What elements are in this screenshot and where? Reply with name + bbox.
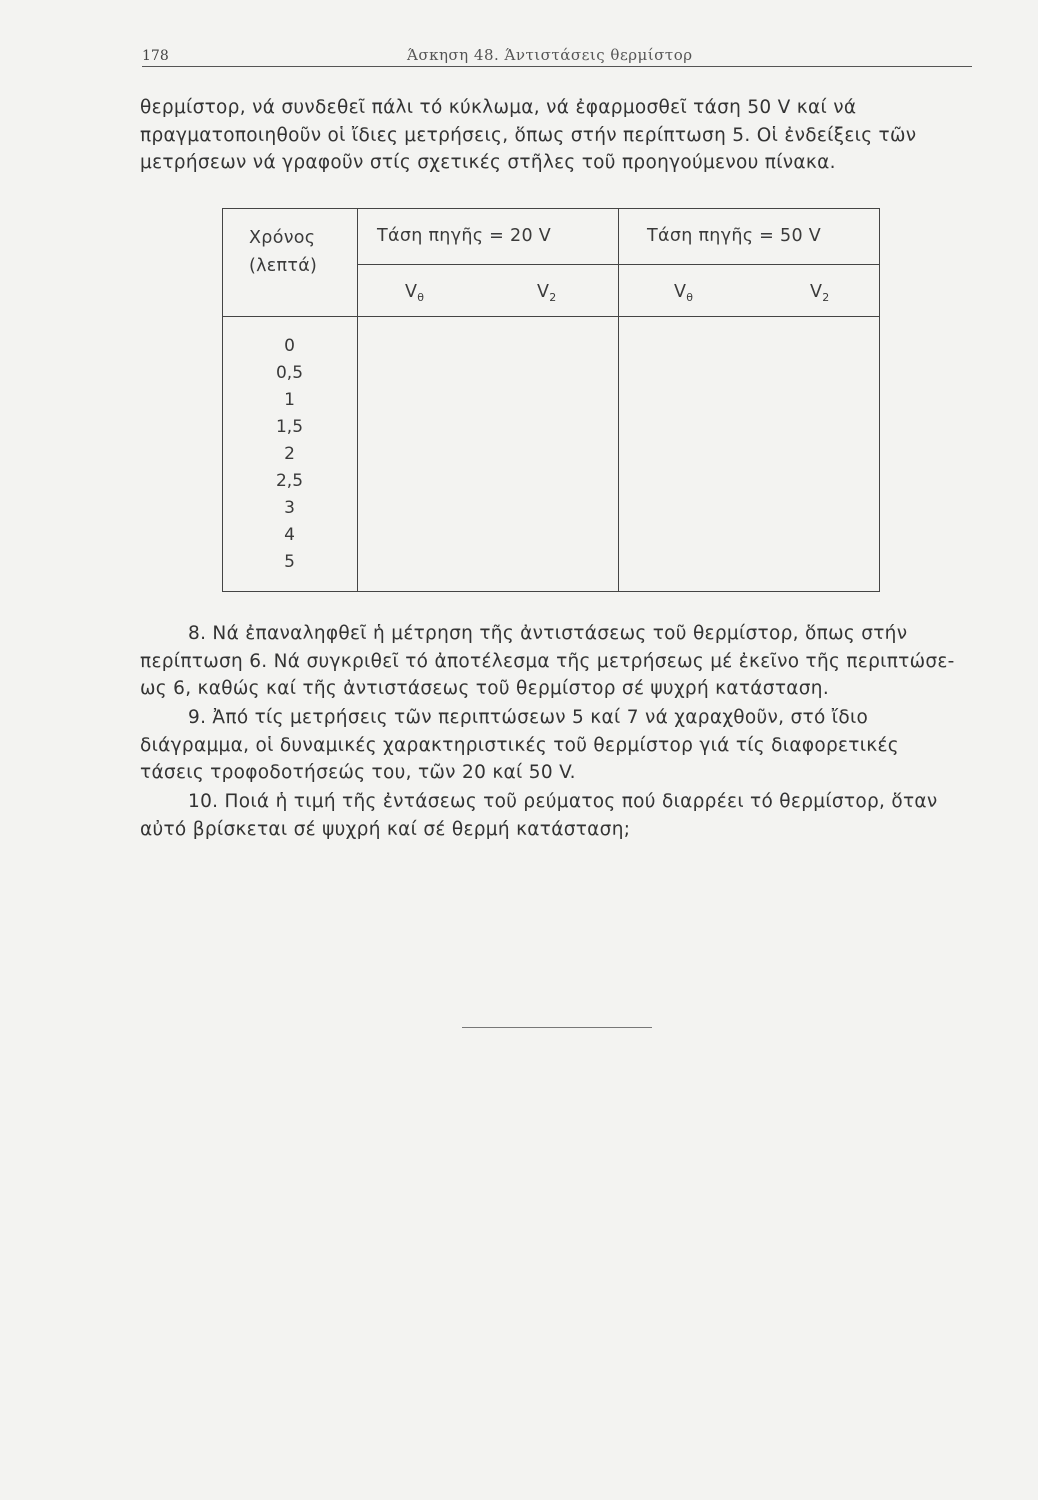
time-header: Χρόνος	[249, 228, 316, 248]
table-divider-groups	[618, 208, 619, 592]
text-line: αὐτό βρίσκεται σέ ψυχρή καί σέ θερμή κατάσταση;	[140, 818, 631, 840]
text-line: διάγραμμα, οἱ δυναμικές χαρακτηριστικές τοῦ θερμίστορ γιά τίς διαφορετικές	[140, 734, 899, 756]
text-line: πραγματοποιηθοῦν οἱ ἴδιες μετρήσεις, ὅπως στήν περίπτωση 5. Οἱ ἐνδείξεις τῶν	[140, 124, 917, 146]
time-value: 1,5	[275, 417, 304, 437]
time-value: 0,5	[275, 363, 304, 383]
table-header-bottom	[222, 316, 880, 317]
table-divider-time	[357, 208, 358, 592]
page-number: 178	[142, 48, 169, 64]
table-border-bottom	[222, 591, 880, 592]
group-header-50v: Τάση πηγῆς = 50 V	[647, 226, 822, 246]
running-title: Άσκηση 48. Άντιστάσεις θερμίστορ	[407, 46, 693, 64]
text-line: 9. Ἀπό τίς μετρήσεις τῶν περιπτώσεων 5 καί 7 νά χαραχθοῦν, στό ἴδιο	[188, 707, 869, 728]
item-9	[140, 704, 980, 787]
col-header-vtheta-50: $V_\theta$	[674, 282, 694, 304]
table-border-top	[222, 208, 880, 209]
group-header-20v: Τάση πηγῆς = 20 V	[377, 226, 552, 246]
time-value: 0	[284, 336, 295, 356]
measurement-table	[222, 208, 880, 592]
col-header-vtheta-20: $V_\theta$	[405, 282, 425, 304]
text-line: ως 6, καθώς καί τῆς ἀντιστάσεως τοῦ θερμίστορ σέ ψυχρή κατάσταση.	[140, 678, 829, 699]
text-line: θερμίστορ, νά συνδεθεῖ πάλι τό κύκλωμα, νά ἐφαρμοσθεῖ τάση 50 V καί νά	[140, 97, 857, 118]
col-header-v2-20: $V_2$	[537, 282, 557, 304]
text-line: 8. Νά ἐπαναληφθεῖ ἡ μέτρηση τῆς ἀντιστάσεως τοῦ θερμίστορ, ὅπως στήν	[188, 623, 908, 644]
text-line: 10. Ποιά ἡ τιμή τῆς ἐντάσεως τοῦ ρεύματος πού διαρρέει τό θερμίστορ, ὅταν	[188, 791, 938, 812]
time-unit-header: (λεπτά)	[249, 256, 318, 276]
time-value: 1	[284, 390, 295, 410]
text-line: τάσεις τροφοδοτήσεώς του, τῶν 20 καί 50 V.	[140, 762, 576, 783]
text-line: περίπτωση 6. Νά συγκριθεῖ τό ἀποτέλεσμα τῆς μετρήσεως μέ ἐκεῖνο τῆς περιπτώσε-	[140, 650, 955, 672]
time-value: 2	[284, 444, 295, 464]
text-line: μετρήσεων νά γραφοῦν στίς σχετικές στῆλες τοῦ προηγούμενου πίνακα.	[140, 152, 836, 173]
time-value: 2,5	[275, 471, 304, 491]
table-border-right	[879, 208, 880, 592]
time-value: 5	[284, 552, 295, 572]
col-header-v2-50: $V_2$	[810, 282, 830, 304]
item-10	[140, 788, 980, 843]
time-value: 3	[284, 498, 295, 518]
page-header	[142, 44, 972, 67]
time-value: 4	[284, 525, 295, 545]
section-separator	[462, 1027, 652, 1028]
item-8	[140, 620, 980, 703]
intro-paragraph	[140, 94, 980, 177]
